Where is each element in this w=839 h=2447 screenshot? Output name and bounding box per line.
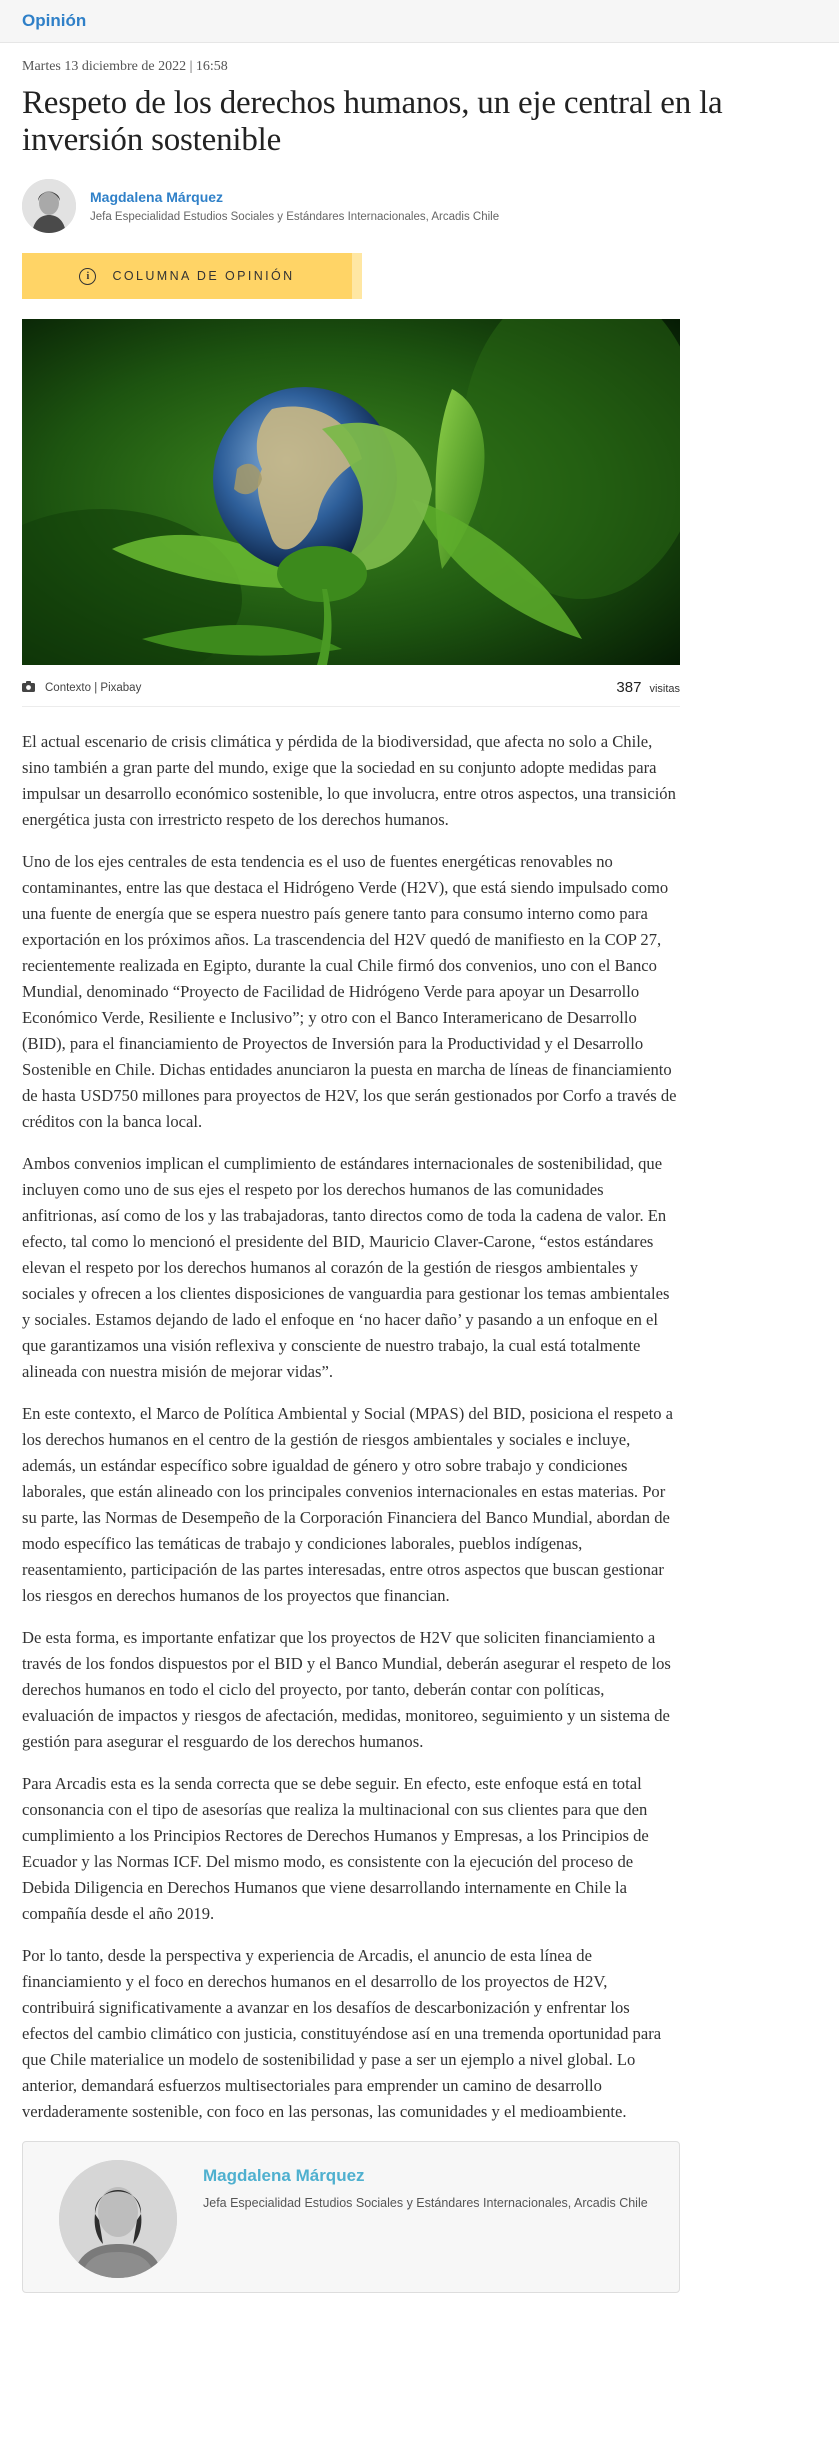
visits-count: 387	[616, 679, 642, 696]
opinion-column-badge	[22, 253, 352, 299]
author-avatar[interactable]	[22, 179, 76, 233]
paragraph: Uno de los ejes centrales de esta tendencia es el uso de fuentes energéticas renovables no contaminantes, entre las que destaca el Hidrógeno Verde (H2V), que está siendo impulsado como una fuente de energía que se espera nuestro país genere tanto para consumo interno como para exportación en los próximos años. La trascendencia del H2V quedó de manifiesto en la COP 27, recientemente realizada en Egipto, durante la cual Chile firmó dos convenios, uno con el Banco Mundial, denominado “Proyecto de Facilidad de Hidrógeno Verde para apoyar un Desarrollo Económico Verde, Resiliente e Inclusivo”; y otro con el Banco Interamericano de Desarrollo (BID), para el financiamiento de Proyectos de Inversión para la Productividad y el Desarrollo Sostenible en Chile. Dichas entidades anunciaron la puesta en marcha de líneas de financiamiento de hasta USD750 millones para proyectos de H2V, los que serán gestionados por Corfo a través de créditos con la banca local.	[22, 852, 677, 1131]
author-portrait-icon	[59, 2160, 177, 2278]
earth-sprout-photo	[22, 319, 680, 665]
image-caption: Contexto | Pixabay	[45, 681, 142, 694]
article-date: Martes 13 diciembre de 2022 | 16:58	[22, 59, 228, 74]
author-role: Jefa Especialidad Estudios Sociales y Estándares Internacionales, Arcadis Chile	[90, 211, 500, 223]
author-name-link[interactable]: Magdalena Márquez	[90, 189, 224, 205]
paragraph: El actual escenario de crisis climática y pérdida de la biodiversidad, que afecta no solo a Chile, sino también a gran parte del mundo, exige que la sociedad en su conjunto adopte medidas para impulsar un desarrollo económico sostenible, lo que involucra, entre otros aspectos, una transición energética justa con irrestricto respeto de los derechos humanos.	[22, 732, 676, 829]
paragraph: Ambos convenios implican el cumplimiento de estándares internacionales de sostenibilidad, que incluyen como uno de sus ejes el respeto por los derechos humanos de las comunidades anfitrionas, así como de los y las trabajadoras, tanto directos como de toda la cadena de valor. En efecto, tal como lo mencionó el presidente del BID, Mauricio Claver-Carone, “estos estándares elevan el respeto por los derechos humanos al corazón de la gestión de riesgos ambientales y sociales y ofrecen a los clientes disposiciones de vanguardia para gestionar los temas ambientales y sociales. Estamos dejando de lado el enfoque en ‘no hacer daño’ y pasando a un enfoque en el que garantizamos una visión reflexiva y consciente de nuestro trabajo, la cual está totalmente alineada con nuestra misión de mejorar vidas”.	[22, 1154, 670, 1381]
info-icon: i	[79, 268, 96, 285]
paragraph: Para Arcadis esta es la senda correcta que se debe seguir. En efecto, este enfoque está en total consonancia con el tipo de asesorías que realiza la multinacional con sus clientes para que den cumplimiento a los Principios Rectores de Derechos Humanos y Empresas, a los Principios de Ecuador y las Normas ICF. Del mismo modo, es consistente con la ejecución del proceso de Debida Diligencia en Derechos Humanos que viene desarrollando internamente en Chile la compañía desde el año 2019.	[22, 1774, 649, 1923]
author-box-avatar[interactable]	[59, 2160, 177, 2278]
author-photo-icon	[22, 179, 76, 233]
paragraph: En este contexto, el Marco de Política Ambiental y Social (MPAS) del BID, posiciona el respeto a los derechos humanos en el centro de la gestión de riesgos ambientales y sociales e incluye, además, un estándar específico sobre igualdad de género y otro sobre trabajo y condiciones laborales, que están alineado con los principales convenios internacionales en estas materias. Por su parte, las Normas de Desempeño de la Corporación Financiera del Banco Mundial, abordan de modo específico las temáticas de trabajo y condiciones laborales, pueblos indígenas, reasentamiento, participación de las partes interesadas, entre otros aspectos que buscan gestionar los riesgos en derechos humanos de los proyectos que financian.	[22, 1404, 674, 1605]
article-title: Respeto de los derechos humanos, un eje central en la inversión sostenible	[22, 85, 723, 158]
visits-label: visitas	[649, 683, 680, 695]
author-box	[22, 2141, 680, 2293]
visits-counter	[616, 679, 680, 696]
image-caption-row	[22, 679, 680, 707]
author-box-role: Jefa Especialidad Estudios Sociales y Estándares Internacionales, Arcadis Chile	[203, 2196, 648, 2210]
camera-icon	[22, 681, 35, 695]
article	[0, 59, 839, 2293]
article-body	[22, 729, 680, 2125]
paragraph: Por lo tanto, desde la perspectiva y experiencia de Arcadis, el anuncio de esta línea de financiamiento y el foco en derechos humanos en el desarrollo de los proyectos de H2V, contribuirá significativamente a avanzar en los desafíos de descarbonización y enfrentar los efectos del cambio climático con justicia, constituyéndose así en una tremenda oportunidad para que Chile materialice un modelo de sostenibilidad y pase a ser un ejemplo a nivel global. Lo anterior, demandará esfuerzos multisectoriales para emprender un camino de desarrollo verdaderamente sostenible, con foco en las personas, las comunidades y el medioambiente.	[22, 1946, 662, 2121]
author-byline	[22, 179, 817, 233]
top-bar	[0, 0, 839, 43]
section-link-opinion[interactable]: Opinión	[22, 11, 87, 30]
opinion-badge-label: COLUMNA DE OPINIÓN	[112, 269, 295, 283]
paragraph: De esta forma, es importante enfatizar que los proyectos de H2V que soliciten financiamiento a través de los fondos dispuestos por el BID y el Banco Mundial, deberán asegurar el respeto de los derechos humanos en todo el ciclo del proyecto, por tanto, deberán contar con políticas, evaluación de impactos y riesgos de afectación, medidas, monitoreo, seguimiento y un sistema de gestión para asegurar el resguardo de los derechos humanos.	[22, 1628, 671, 1751]
hero-image	[22, 319, 680, 665]
author-box-name-link[interactable]: Magdalena Márquez	[203, 2166, 365, 2185]
